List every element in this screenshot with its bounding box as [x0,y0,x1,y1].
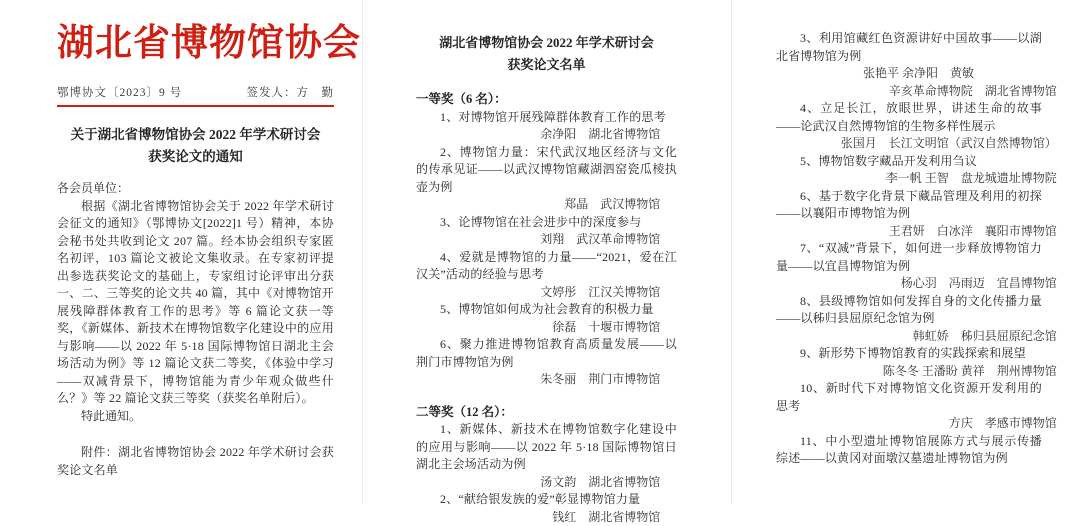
paper-item [416,144,677,214]
doc-meta-row [57,84,334,100]
paper-item [416,109,677,144]
paper-item [776,188,1064,241]
paper-title: 1、新媒体、新技术在博物馆数字化建设中的应用与影响——以 2022 年 5·18 国际博物馆日湖北主会场活动为例 [416,421,677,474]
award-list-page-2 [731,0,1077,504]
paper-title: 3、论博物馆在社会进步中的深度参与 [416,214,677,232]
list-title-line1: 湖北省博物馆协会 2022 年学术研讨会 [416,32,677,54]
paper-title: 10、新时代下对博物馆文化资源开发利用的思考 [776,380,1042,415]
paper-item [416,491,677,526]
notice-title [57,124,334,168]
paper-authors: 余净阳 湖北省博物馆 [416,126,677,144]
paper-item [416,421,677,491]
paper-title: 6、聚力推进博物馆教育高质量发展——以荆门市博物馆为例 [416,336,677,371]
paper-title: 5、博物馆如何成为社会教育的积极力量 [416,301,677,319]
notice-page [0,0,362,504]
list-title-line2: 获奖论文名单 [416,54,677,76]
first-prize-heading: 一等奖（6 名）： [416,91,677,109]
paper-title: 9、新形势下博物馆教育的实践探索和展望 [776,345,1042,363]
notice-title-line1: 关于湖北省博物馆协会 2022 年学术研讨会 [57,124,334,146]
paper-author-institutions: 辛亥革命博物院 湖北省博物馆 [776,83,1064,101]
paper-item [416,336,677,389]
paper-authors: 方庆 孝感市博物馆 [776,415,1064,433]
letterhead-title: 湖北省博物馆协会 [57,20,334,68]
paper-title: 1、对博物馆开展残障群体教育工作的思考 [416,109,677,127]
signer-label: 签发人：方 勤 [247,84,335,100]
paper-authors: 韩虹娇 秭归县屈原纪念馆 [776,328,1064,346]
paper-title: 4、立足长江，放眼世界，讲述生命的故事——论武汉自然博物馆的生物多样性展示 [776,100,1042,135]
paper-title: 11、中小型遗址博物馆展陈方式与展示传播综述——以黄冈对面墩汉墓遗址博物馆为例 [776,433,1042,468]
paper-authors: 徐磊 十堰市博物馆 [416,319,677,337]
paper-item [776,153,1064,188]
list-title [416,32,677,76]
paper-authors: 张国月 长江文明馆（武汉自然博物馆） [776,135,1064,153]
letterhead-divider [57,105,334,107]
paper-authors: 文婷彤 江汉关博物馆 [416,284,677,302]
paper-item [416,249,677,302]
paper-title: 4、爱就是博物馆的力量——“2021，爱在江汉关”活动的经验与思考 [416,249,677,284]
notice-title-line2: 获奖论文的通知 [57,146,334,168]
doc-number: 鄂博协文〔2023〕9 号 [57,84,182,100]
paper-item [776,433,1064,468]
salutation: 各会员单位： [57,180,334,198]
paper-item [776,240,1064,293]
award-list-page-1 [362,0,731,504]
paper-title: 2、“献给银发族的爱”彰显博物馆力量 [416,491,677,509]
paper-authors: 刘翔 武汉革命博物馆 [416,231,677,249]
paper-item [776,100,1064,153]
paper-title: 2、博物馆力量：宋代武汉地区经济与文化的传承见证——以武汉博物馆藏湖泗窑瓷瓜棱执壶为例 [416,144,677,197]
paper-authors: 张艳平 余净阳 黄敏 [776,65,1064,83]
paper-authors: 郑晶 武汉博物馆 [416,196,677,214]
paper-title: 3、利用馆藏红色资源讲好中国故事——以湖北省博物馆为例 [776,30,1042,65]
paper-item [776,345,1064,380]
paper-title: 7、“双减”背景下，如何进一步释放博物馆力量——以宜昌博物馆为例 [776,240,1042,275]
attachment-note: 附件：湖北省博物馆协会 2022 年学术研讨会获奖论文名单 [57,444,334,479]
paper-authors: 王君妍 白冰洋 襄阳市博物馆 [776,223,1064,241]
paper-authors: 杨心羽 冯雨迈 宜昌博物馆 [776,275,1064,293]
paper-authors: 汤文韵 湖北省博物馆 [416,474,677,492]
second-prize-heading: 二等奖（12 名）： [416,404,677,422]
paper-title: 6、基于数字化背景下藏品管理及利用的初探——以襄阳市博物馆为例 [776,188,1042,223]
paper-item [776,293,1064,346]
paper-item [776,380,1064,433]
paper-title: 5、博物馆数字藏品开发利用刍议 [776,153,1042,171]
paper-item [416,301,677,336]
paper-title: 8、县级博物馆如何发挥自身的文化传播力量——以秭归县屈原纪念馆为例 [776,293,1042,328]
paper-authors: 李一帆 王智 盘龙城遗址博物院 [776,170,1064,188]
paper-item [416,214,677,249]
notice-body-paragraph: 根据《湖北省博物馆协会关于 2022 年学术研讨会征文的通知》（鄂博协文[2022]1 号）精神，本协会秘书处共收到论文 207 篇。经本协会组织专家匿名初评，103 篇论文被论文集收录。在专家初评提出参选获奖论文的基础上，专家组讨论评审出分获一、二、三等奖的论文共 40 篇，其中《对博物馆开展残障群体教育工作的思考》等 6 篇论文获一等奖，《新媒体、新技术在博物馆数字化建设中的应用与影响——以 2022 年 5·18 国际博物馆日湖北主会场活动为例》等 12 篇论文获二等奖，《体验中学习——双减背景下，博物馆能为青少年观众做些什么？》等 22 篇论文获三等奖（获奖名单附后）。 [57,198,334,408]
paper-authors: 朱冬丽 荆门市博物馆 [416,371,677,389]
paper-item [776,30,1064,100]
paper-authors: 钱红 湖北省博物馆 [416,509,677,526]
paper-authors: 陈冬冬 王潘盼 黄祥 荆州博物馆 [776,363,1064,381]
closing-line: 特此通知。 [57,408,334,426]
